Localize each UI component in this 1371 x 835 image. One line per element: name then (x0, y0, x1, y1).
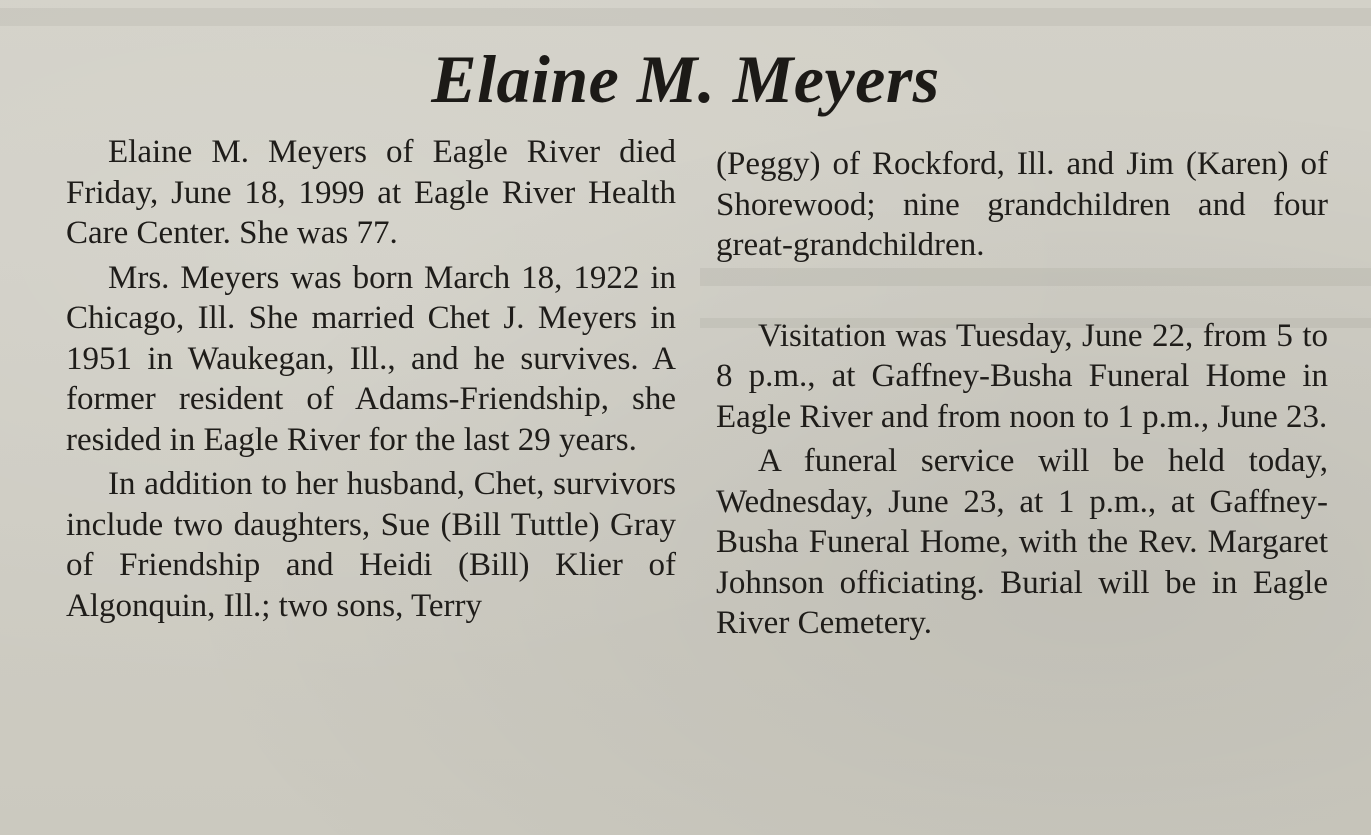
paragraph-survivors-continued: (Peggy) of Rockford, Ill. and Jim (Karen) of Shorewood; nine grandchildren and four great-grandchildren. (716, 146, 1328, 263)
bleed-through-band (0, 8, 1371, 26)
obituary-title: Elaine M. Meyers (431, 41, 940, 117)
paragraph-visitation: Visitation was Tuesday, June 22, from 5 to 8 p.m., at Gaffney-Busha Funeral Home in Eagle River and from noon to 1 p.m., June 23. (716, 317, 1328, 435)
paragraph-biography: Mrs. Meyers was born March 18, 1922 in Chicago, Ill. She married Chet J. Meyers in 1951 in Waukegan, Ill., and he survives. A former resident of Adams-Friendship, she resided in Eagle River for the last 29 years. (66, 259, 676, 458)
paragraph-survivors: In addition to her husband, Chet, survivors include two daughters, Sue (Bill Tuttle) Gray of Friendship and Heidi (Bill) Klier of Algonquin, Ill.; two sons, Terry (66, 466, 676, 624)
right-column (716, 144, 1328, 644)
paragraph-gap (716, 266, 1328, 316)
paragraph-funeral-service: A funeral service will be held today, Wednesday, June 23, at 1 p.m., at Gaffney-Busha Funeral Home, with the Rev. Margaret Johnson officiating. Burial will be in Eagle River Cemetery. (716, 443, 1328, 641)
left-column (66, 132, 676, 626)
paragraph-death-notice: Elaine M. Meyers of Eagle River died Friday, June 18, 1999 at Eagle River Health Care Center. She was 77. (66, 134, 676, 251)
